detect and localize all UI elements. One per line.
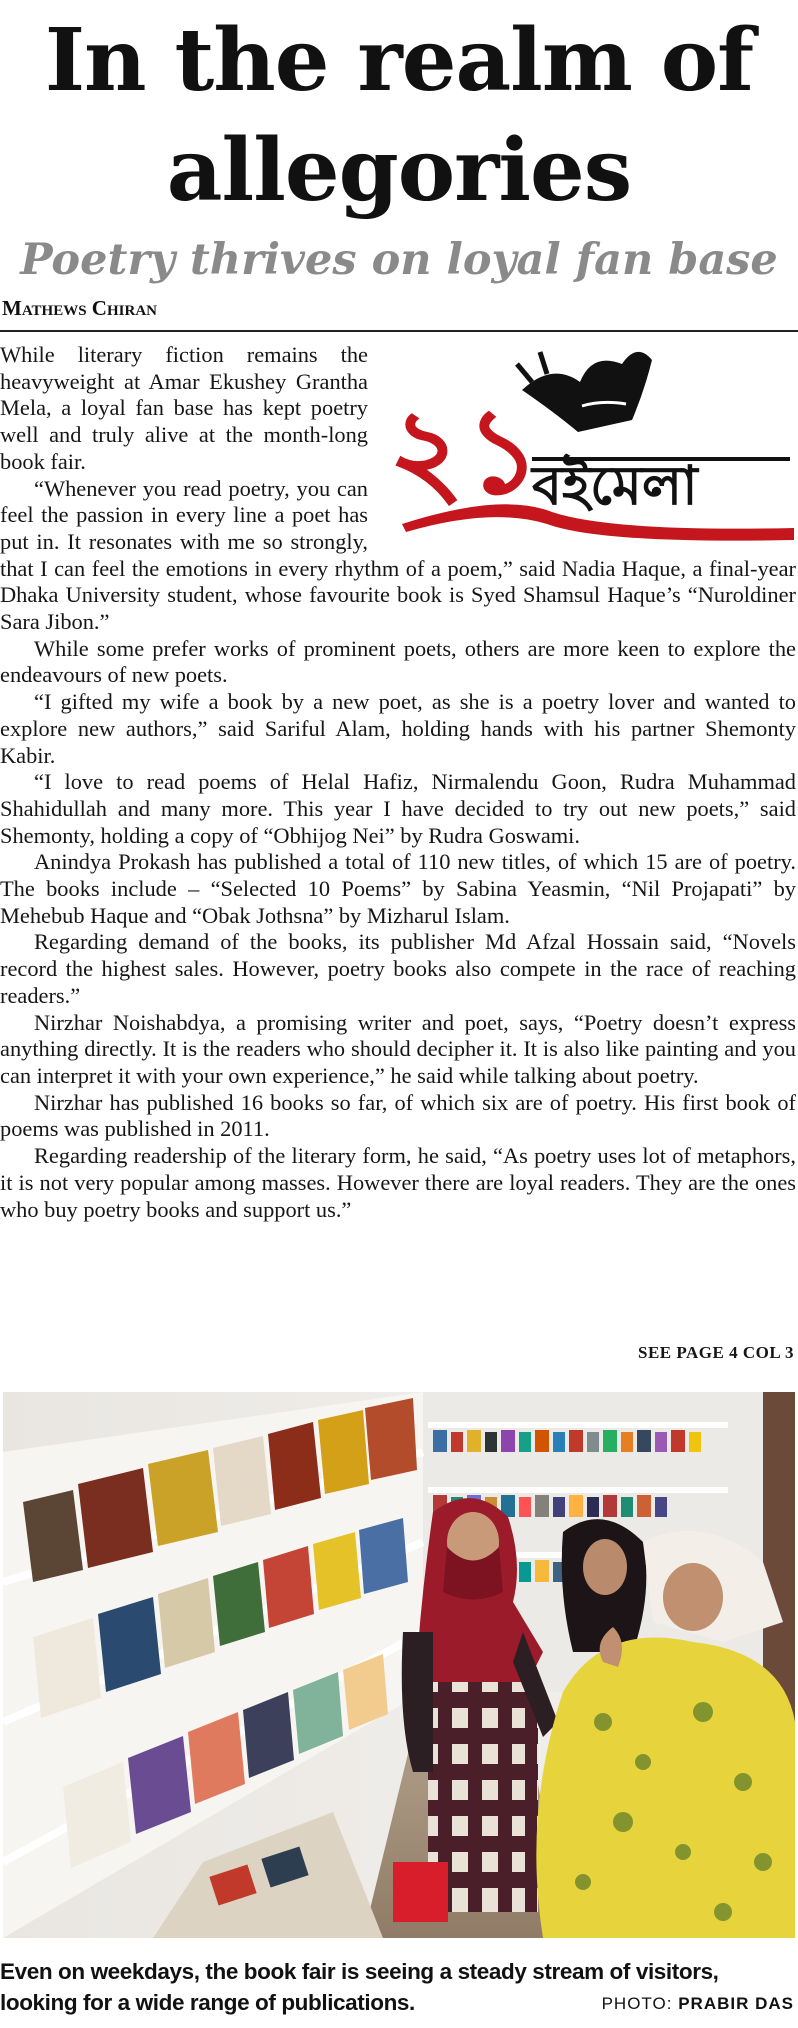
paragraph: “I gifted my wife a book by a new poet, as she is a poetry lover and wanted to explore new authors,” said Sariful Alam, holding hands with his partner Shemonty Kabir. [0,689,796,768]
book-fair-logo [382,342,796,542]
paragraph: Anindya Prokash has published a total of 110 new titles, of which 15 are of poetry. The books include – “Selected 10 Poems” by Sabina Yeasmin, “Nil Projapati” by Mehebub Haque and “Obak Jothsna” by Mizharul Islam. [0,849,796,928]
headline-line-1: In the realm of [44,10,754,111]
header-divider [0,330,798,332]
photo-credit-name: PRABIR DAS [678,1994,794,2013]
paragraph: Regarding readership of the literary form, he said, “As poetry uses lot of metaphors, it is not very popular among masses. However there are loyal readers. They are the ones who buy poetry books and support us.” [0,1143,796,1222]
photo-credit-label: PHOTO: [601,1994,673,2013]
logo-text: বইমেলা [532,454,698,517]
paragraph: Regarding demand of the books, its publisher Md Afzal Hossain said, “Novels record the highest sales. However, poetry books also compete in the race of reaching readers.” [0,929,796,1008]
paragraph: “I love to read poems of Helal Hafiz, Nirmalendu Goon, Rudra Muhammad Shahidullah and many more. This year I have decided to try out new poets,” said Shemonty, holding a copy of “Obhijog Nei” by Rudra Goswami. [0,769,796,848]
article-body [0,342,796,1223]
book-fair-photo-icon [3,1392,795,1938]
continuation-note: SEE PAGE 4 COL 3 [638,1343,794,1362]
paragraph: While some prefer works of prominent poets, others are more keen to explore the endeavours of new poets. [0,635,796,688]
logo-numeral: ২১ [388,381,542,520]
subheadline: Poetry thrives on loyal fan base [20,235,778,285]
paragraph: While literary fiction remains the heavyweight at Amar Ekushey Grantha Mela, a loyal fan base has kept poetry well and truly alive at the month-long book fair. [0,342,368,474]
paragraph: “Whenever you read poetry, you can feel the passion in every line a poet has put in. It resonates with me so strongly, that I can feel the emotions in every rhythm of a poem,” said Nadia Haque, a final-year Dhaka University student, whose favourite book is Syed Shamsul Haque’s “Nuroldiner Sara Jibon.” [0,475,796,635]
ekushey-boi-mela-logo-icon [382,342,796,542]
headline-line-2: allegories [166,120,632,221]
photo-credit [602,1994,794,2014]
photo-caption: Even on weekdays, the book fair is seeing a steady stream of visitors, looking for a wide range of publications. [0,1959,719,2015]
paragraph: Nirzhar Noishabdya, a promising writer and poet, says, “Poetry doesn’t express anything directly. It is the readers who should decipher it. It is also like painting and you can interpret it with your own experience,” he said while talking about poetry. [0,1009,796,1088]
paragraph: Nirzhar has published 16 books so far, of which six are of poetry. His first book of poems was published in 2011. [0,1089,796,1142]
byline: Mathews Chiran [2,296,157,320]
headline [0,6,798,226]
book-fair-stall-photo [3,1392,795,1938]
